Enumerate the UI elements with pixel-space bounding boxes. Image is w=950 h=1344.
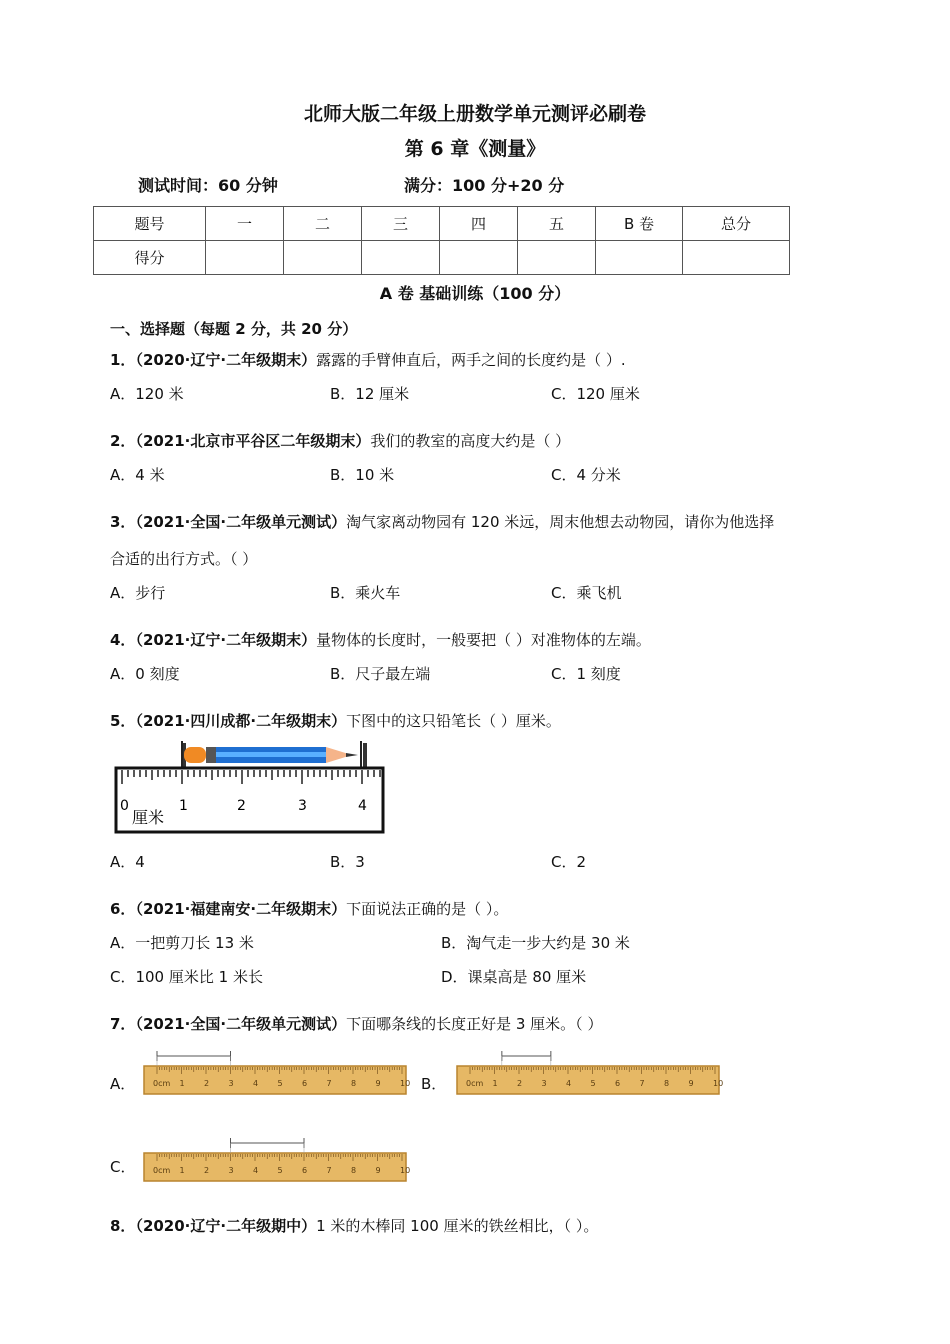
option-a[interactable]: A．一把剪刀长 13 米 — [110, 934, 254, 952]
ruler-number: 1 — [179, 798, 188, 814]
table-header-cell: 总分 — [683, 207, 790, 241]
score-table — [93, 206, 790, 275]
question-source: （2021·福建南安·二年级期末） — [135, 900, 347, 918]
question-source: （2021·全国·二年级单元测试） — [135, 513, 347, 531]
question-3 — [110, 512, 774, 532]
question-text: 量物体的长度时，一般要把（ ）对准物体的左端。 — [316, 631, 651, 649]
question-number: 2． — [110, 432, 136, 450]
score-cell[interactable] — [518, 241, 596, 275]
pencil-icon — [182, 743, 367, 769]
option-c[interactable]: C． — [110, 1158, 136, 1176]
question-source: （2021·辽宁·二年级期末） — [135, 631, 317, 649]
ruler-number: 0cm — [466, 1079, 484, 1088]
option-a[interactable]: A．4 — [110, 853, 145, 871]
ruler-number: 8 — [351, 1079, 357, 1088]
ruler-option-a — [143, 1050, 411, 1096]
question-text: 下面说法正确的是（ ）。 — [346, 900, 509, 918]
option-a[interactable]: A．4 米 — [110, 466, 165, 484]
ruler-number: 1 — [492, 1079, 498, 1088]
option-b[interactable]: B．淘气走一步大约是 30 米 — [441, 934, 630, 952]
table-row — [94, 241, 790, 275]
option-a[interactable]: A． — [110, 1075, 136, 1093]
question-6 — [110, 899, 508, 919]
section-title: 一、选择题（每题 2 分，共 20 分） — [110, 320, 358, 338]
ruler-number: 6 — [302, 1079, 308, 1088]
option-c[interactable]: C．100 厘米比 1 米长 — [110, 968, 263, 986]
ruler-number: 4 — [253, 1079, 259, 1088]
ruler-number: 1 — [179, 1079, 185, 1088]
option-b[interactable]: B．3 — [330, 853, 365, 871]
table-header-cell: 二 — [284, 207, 362, 241]
ruler-number: 3 — [228, 1166, 234, 1175]
option-a[interactable]: A．步行 — [110, 584, 166, 602]
chapter-title: 第 6 章《测量》 — [404, 138, 546, 160]
ruler-number: 2 — [237, 798, 246, 814]
score-cell[interactable] — [596, 241, 683, 275]
question-text: 我们的教室的高度大约是（ ） — [370, 432, 571, 450]
question-source: （2021·四川成都·二年级期末） — [135, 712, 347, 730]
question-2 — [110, 431, 570, 451]
ruler-number: 4 — [253, 1166, 259, 1175]
ruler-number: 7 — [639, 1079, 645, 1088]
ruler-number: 5 — [590, 1079, 596, 1088]
question-number: 5． — [110, 712, 136, 730]
ruler-number: 4 — [358, 798, 367, 814]
score-cell[interactable] — [683, 241, 790, 275]
question-text: 下面哪条线的长度正好是 3 厘米。（ ） — [346, 1015, 603, 1033]
page-title: 北师大版二年级上册数学单元测评必刷卷 — [303, 103, 646, 125]
table-header-cell: 四 — [440, 207, 518, 241]
test-time: 测试时间：60 分钟 — [138, 176, 278, 195]
ruler-number: 10 — [400, 1166, 411, 1175]
table-header-cell: B 卷 — [596, 207, 683, 241]
ruler-number: 7 — [326, 1079, 332, 1088]
table-header-cell: 题号 — [94, 207, 206, 241]
ruler-number: 5 — [277, 1079, 283, 1088]
option-d[interactable]: D．课桌高是 80 厘米 — [441, 968, 587, 986]
question-source: （2021·北京市平谷区二年级期末） — [135, 432, 371, 450]
ruler-number: 3 — [541, 1079, 547, 1088]
score-cell[interactable] — [440, 241, 518, 275]
question-4 — [110, 630, 651, 650]
ruler-number: 2 — [204, 1166, 210, 1175]
question-text-continued: 合适的出行方式。（ ） — [110, 550, 258, 568]
option-b[interactable]: B．乘火车 — [330, 584, 401, 602]
pencil-ruler-figure — [112, 738, 390, 836]
question-number: 1． — [110, 351, 136, 369]
option-b[interactable]: B． — [421, 1075, 447, 1093]
question-text: 下图中的这只铅笔长（ ）厘米。 — [346, 712, 561, 730]
ruler-number: 2 — [517, 1079, 523, 1088]
question-number: 3． — [110, 513, 136, 531]
row-label: 得分 — [94, 241, 206, 275]
question-number: 8． — [110, 1217, 136, 1235]
ruler-number: 2 — [204, 1079, 210, 1088]
question-7 — [110, 1014, 602, 1034]
question-text: 1 米的木棒同 100 厘米的铁丝相比，（ ）。 — [316, 1217, 599, 1235]
table-header-cell: 三 — [362, 207, 440, 241]
question-number: 6． — [110, 900, 136, 918]
option-c[interactable]: C．2 — [551, 853, 587, 871]
table-header-cell: 一 — [206, 207, 284, 241]
ruler-number: 3 — [228, 1079, 234, 1088]
ruler-number: 5 — [277, 1166, 283, 1175]
ruler-option-b — [456, 1050, 724, 1096]
table-header-cell: 五 — [518, 207, 596, 241]
ruler-number: 6 — [302, 1166, 308, 1175]
ruler-number: 1 — [179, 1166, 185, 1175]
option-b[interactable]: B．12 厘米 — [330, 385, 410, 403]
option-a[interactable]: A．0 刻度 — [110, 665, 180, 683]
question-8 — [110, 1216, 598, 1236]
score-cell[interactable] — [284, 241, 362, 275]
option-a[interactable]: A．120 米 — [110, 385, 184, 403]
full-score: 满分：100 分+20 分 — [404, 176, 565, 195]
ruler-number: 0cm — [153, 1166, 171, 1175]
option-c[interactable]: C．乘飞机 — [551, 584, 622, 602]
option-b[interactable]: B．10 米 — [330, 466, 395, 484]
question-text: 淘气家离动物园有 120 米远，周末他想去动物园，请你为他选择 — [346, 513, 775, 531]
ruler-number: 3 — [298, 798, 307, 814]
question-source: （2021·全国·二年级单元测试） — [135, 1015, 347, 1033]
question-5 — [110, 711, 561, 731]
question-source: （2020·辽宁·二年级期末） — [135, 351, 317, 369]
ruler-number: 8 — [664, 1079, 670, 1088]
ruler-number: 0cm — [153, 1079, 171, 1088]
question-source: （2020·辽宁·二年级期中） — [135, 1217, 317, 1235]
ruler-number: 9 — [375, 1166, 381, 1175]
ruler-number: 9 — [688, 1079, 694, 1088]
score-cell[interactable] — [206, 241, 284, 275]
option-c[interactable]: C．1 刻度 — [551, 665, 621, 683]
ruler-number: 0 — [120, 798, 129, 814]
table-header-row — [94, 207, 790, 241]
question-number: 7． — [110, 1015, 136, 1033]
question-text: 露露的手臂伸直后，两手之间的长度约是（ ）. — [316, 351, 626, 369]
option-c[interactable]: C．120 厘米 — [551, 385, 640, 403]
ruler-option-c — [143, 1135, 411, 1183]
option-b[interactable]: B．尺子最左端 — [330, 665, 431, 683]
ruler-number: 10 — [400, 1079, 411, 1088]
ruler-number: 4 — [566, 1079, 572, 1088]
ruler-unit: 厘米 — [132, 808, 165, 827]
ruler-number: 8 — [351, 1166, 357, 1175]
question-1 — [110, 350, 626, 370]
ruler-number: 9 — [375, 1079, 381, 1088]
question-number: 4． — [110, 631, 136, 649]
ruler-number: 7 — [326, 1166, 332, 1175]
ruler-number: 10 — [713, 1079, 724, 1088]
part-a-title: A 卷 基础训练（100 分） — [379, 284, 571, 303]
score-cell[interactable] — [362, 241, 440, 275]
option-c[interactable]: C．4 分米 — [551, 466, 621, 484]
ruler-number: 6 — [615, 1079, 621, 1088]
